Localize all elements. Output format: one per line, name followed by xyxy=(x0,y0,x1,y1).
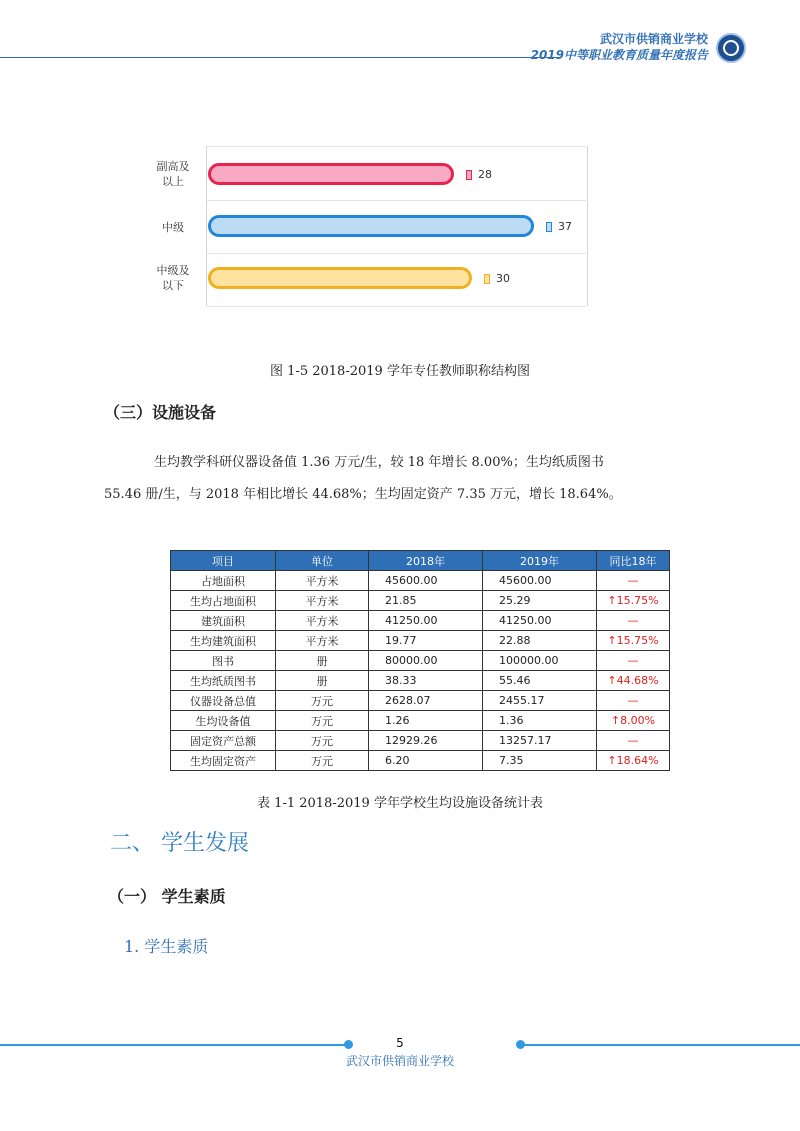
table-cell-2018: 41250.00 xyxy=(369,611,483,631)
school-logo-icon xyxy=(716,33,746,63)
table-cell-change: — xyxy=(597,731,670,751)
table-cell-2018: 45600.00 xyxy=(369,571,483,591)
table-cell-item: 占地面积 xyxy=(171,571,276,591)
table-cell-unit: 平方米 xyxy=(276,631,369,651)
table-header-cell: 同比18年 xyxy=(597,551,670,571)
table-row xyxy=(171,751,670,771)
chart-data-label: 30 xyxy=(496,272,510,285)
table-cell-change: ↑44.68% xyxy=(597,671,670,691)
table-cell-change: — xyxy=(597,611,670,631)
table-cell-2019: 7.35 xyxy=(483,751,597,771)
title-structure-chart xyxy=(146,146,600,308)
table-cell-2019: 2455.17 xyxy=(483,691,597,711)
table-cell-2018: 12929.26 xyxy=(369,731,483,751)
table-cell-item: 建筑面积 xyxy=(171,611,276,631)
chart-data-label: 28 xyxy=(478,168,492,181)
table-row xyxy=(171,691,670,711)
chart-legend-marker xyxy=(546,222,552,232)
chart-data-label: 37 xyxy=(558,220,572,233)
chart-category-label-line: 以下 xyxy=(162,279,184,292)
header-report-title: 2019中等职业教育质量年度报告 xyxy=(530,48,708,62)
table-cell-change: — xyxy=(597,651,670,671)
footer-school-name: 武汉市供销商业学校 xyxy=(345,1054,454,1068)
table-row xyxy=(171,731,670,751)
chart-category-label-line: 副高及 xyxy=(156,160,190,173)
table-cell-unit: 册 xyxy=(276,671,369,691)
table-cell-2019: 100000.00 xyxy=(483,651,597,671)
chart-legend-marker xyxy=(484,274,490,284)
table-row xyxy=(171,591,670,611)
table-cell-item: 生均固定资产 xyxy=(171,751,276,771)
table-cell-item: 生均纸质图书 xyxy=(171,671,276,691)
chart-caption: 图 1-5 2018-2019 学年专任教师职称结构图 xyxy=(270,364,530,379)
table-cell-change: — xyxy=(597,691,670,711)
table-cell-2018: 6.20 xyxy=(369,751,483,771)
table-cell-2019: 25.29 xyxy=(483,591,597,611)
table-row xyxy=(171,611,670,631)
table-cell-2018: 38.33 xyxy=(369,671,483,691)
table-cell-2019: 1.36 xyxy=(483,711,597,731)
table-cell-2018: 80000.00 xyxy=(369,651,483,671)
table-header-cell: 2019年 xyxy=(483,551,597,571)
table-cell-2018: 19.77 xyxy=(369,631,483,651)
table-cell-unit: 万元 xyxy=(276,751,369,771)
heading-student-development: 二、 学生发展 xyxy=(110,831,249,856)
table-row xyxy=(171,651,670,671)
table-cell-change: ↑15.75% xyxy=(597,631,670,651)
table-cell-change: ↑8.00% xyxy=(597,711,670,731)
table-header-cell: 2018年 xyxy=(369,551,483,571)
table-cell-unit: 平方米 xyxy=(276,571,369,591)
page-number: 5 xyxy=(396,1036,404,1050)
table-cell-change: ↑15.75% xyxy=(597,591,670,611)
table-cell-unit: 平方米 xyxy=(276,611,369,631)
table-row xyxy=(171,631,670,651)
subheading-student-quality: 1. 学生素质 xyxy=(124,937,209,956)
chart-category-label-line: 以上 xyxy=(162,175,184,188)
header-school-name: 武汉市供销商业学校 xyxy=(599,32,708,46)
table-header-cell: 项目 xyxy=(171,551,276,571)
heading-student-quality: （一） 学生素质 xyxy=(108,887,226,906)
paragraph-line: 生均教学科研仪器设备值 1.36 万元/生，较 18 年增长 8.00%；生均纸质图书 xyxy=(154,455,604,470)
chart-legend-marker xyxy=(466,170,472,180)
chart-gridline xyxy=(206,306,586,307)
table-cell-2019: 55.46 xyxy=(483,671,597,691)
chart-bar xyxy=(208,163,454,185)
chart-gridline xyxy=(206,200,586,201)
table-header-cell: 单位 xyxy=(276,551,369,571)
table-cell-2018: 2628.07 xyxy=(369,691,483,711)
table-cell-unit: 万元 xyxy=(276,691,369,711)
chart-category-label xyxy=(146,159,200,189)
table-cell-item: 生均建筑面积 xyxy=(171,631,276,651)
table-cell-unit: 册 xyxy=(276,651,369,671)
section-heading-facilities: （三）设施设备 xyxy=(104,403,217,422)
table-cell-item: 仪器设备总值 xyxy=(171,691,276,711)
table-cell-item: 图书 xyxy=(171,651,276,671)
chart-bar xyxy=(208,215,534,237)
chart-category-label xyxy=(146,263,200,293)
table-row xyxy=(171,711,670,731)
table-row xyxy=(171,671,670,691)
table-cell-unit: 万元 xyxy=(276,731,369,751)
table-cell-unit: 平方米 xyxy=(276,591,369,611)
table-cell-2019: 45600.00 xyxy=(483,571,597,591)
table-cell-2019: 41250.00 xyxy=(483,611,597,631)
chart-category-label: 中级 xyxy=(162,221,184,234)
table-cell-change: — xyxy=(597,571,670,591)
table-cell-change: ↑18.64% xyxy=(597,751,670,771)
table-cell-2018: 1.26 xyxy=(369,711,483,731)
table-caption: 表 1-1 2018-2019 学年学校生均设施设备统计表 xyxy=(257,796,543,811)
table-cell-item: 固定资产总额 xyxy=(171,731,276,751)
table-cell-2018: 21.85 xyxy=(369,591,483,611)
table-header-row xyxy=(171,551,670,571)
table-cell-2019: 13257.17 xyxy=(483,731,597,751)
table-row xyxy=(171,571,670,591)
chart-category-label-line: 中级及 xyxy=(156,264,190,277)
chart-gridline xyxy=(206,253,586,254)
table-cell-2019: 22.88 xyxy=(483,631,597,651)
paragraph-line: 55.46 册/生，与 2018 年相比增长 44.68%；生均固定资产 7.35 万元，增长 18.64%。 xyxy=(104,487,622,502)
table-cell-item: 生均设备值 xyxy=(171,711,276,731)
chart-gridline xyxy=(206,146,586,147)
header-rule xyxy=(0,57,560,58)
table-cell-unit: 万元 xyxy=(276,711,369,731)
facilities-table xyxy=(170,550,670,771)
chart-bar xyxy=(208,267,472,289)
table-cell-item: 生均占地面积 xyxy=(171,591,276,611)
